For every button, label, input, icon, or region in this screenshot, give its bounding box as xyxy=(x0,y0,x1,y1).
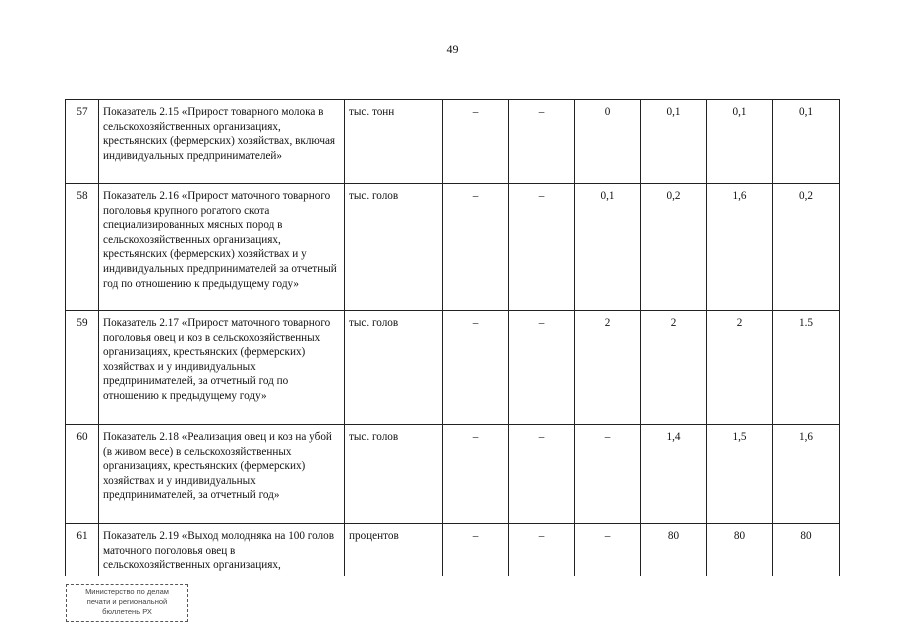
value-cell: 1.5 xyxy=(773,311,840,425)
unit-cell: тыс. голов xyxy=(345,425,443,524)
value-cell: – xyxy=(443,100,509,184)
row-number: 60 xyxy=(66,425,99,524)
table-row xyxy=(66,100,840,184)
page-number: 49 xyxy=(446,42,459,56)
indicators-table xyxy=(65,99,840,576)
value-cell: – xyxy=(509,311,575,425)
value-cell: – xyxy=(443,524,509,576)
value-cell: 1,6 xyxy=(773,425,840,524)
value-cell: – xyxy=(509,524,575,576)
table-row xyxy=(66,524,840,576)
value-cell: 80 xyxy=(641,524,707,576)
table-row xyxy=(66,184,840,311)
row-number: 61 xyxy=(66,524,99,576)
unit-cell: тыс. тонн xyxy=(345,100,443,184)
indicator-name: Показатель 2.16 «Прирост маточного товарного поголовья крупного рогатого скота специализированных мясных пород в сельскохозяйственных организациях, крестьянских (фермерских) хозяйствах и у индивидуальных предпринимателей за отчетный год по отношению к предыдущему году» xyxy=(99,184,345,311)
row-number: 59 xyxy=(66,311,99,425)
value-cell: 1,4 xyxy=(641,425,707,524)
indicator-name: Показатель 2.19 «Выход молодняка на 100 голов маточного поголовья овец в сельскохозяйственных организациях, xyxy=(99,524,345,576)
stamp-line-1: Министерство по делам xyxy=(85,587,169,596)
table-row xyxy=(66,425,840,524)
ministry-stamp xyxy=(66,584,188,622)
value-cell: 0,1 xyxy=(707,100,773,184)
unit-cell: тыс. голов xyxy=(345,311,443,425)
value-cell: – xyxy=(575,524,641,576)
value-cell: 0 xyxy=(575,100,641,184)
value-cell: 1,5 xyxy=(707,425,773,524)
indicator-name: Показатель 2.18 «Реализация овец и коз на убой (в живом весе) в сельскохозяйственных организациях, крестьянских (фермерских) хозяйствах и у индивидуальных предпринимателей, за отчетный год» xyxy=(99,425,345,524)
value-cell: 2 xyxy=(641,311,707,425)
value-cell: – xyxy=(509,100,575,184)
table-row xyxy=(66,311,840,425)
row-number: 57 xyxy=(66,100,99,184)
stamp-line-2: печати и региональной xyxy=(86,597,168,606)
value-cell: 0,1 xyxy=(641,100,707,184)
value-cell: 2 xyxy=(707,311,773,425)
value-cell: 80 xyxy=(773,524,840,576)
value-cell: 0,2 xyxy=(773,184,840,311)
value-cell: – xyxy=(509,425,575,524)
value-cell: 80 xyxy=(707,524,773,576)
value-cell: – xyxy=(443,425,509,524)
indicator-name: Показатель 2.17 «Прирост маточного товарного поголовья овец и коз в сельскохозяйственных организациях, крестьянских (фермерских) хозяйствах и у индивидуальных предпринимателей, за отчетный год по отношению к предыдущему году» xyxy=(99,311,345,425)
value-cell: 1,6 xyxy=(707,184,773,311)
value-cell: – xyxy=(443,311,509,425)
value-cell: 0,1 xyxy=(773,100,840,184)
indicator-name: Показатель 2.15 «Прирост товарного молока в сельскохозяйственных организациях, крестьянских (фермерских) хозяйствах, включая индивидуальных предпринимателей» xyxy=(99,100,345,184)
stamp-line-3: бюллетень РХ xyxy=(102,607,152,616)
value-cell: – xyxy=(443,184,509,311)
value-cell: 2 xyxy=(575,311,641,425)
value-cell: – xyxy=(509,184,575,311)
unit-cell: тыс. голов xyxy=(345,184,443,311)
row-number: 58 xyxy=(66,184,99,311)
value-cell: 0,1 xyxy=(575,184,641,311)
value-cell: 0,2 xyxy=(641,184,707,311)
unit-cell: процентов xyxy=(345,524,443,576)
value-cell: – xyxy=(575,425,641,524)
